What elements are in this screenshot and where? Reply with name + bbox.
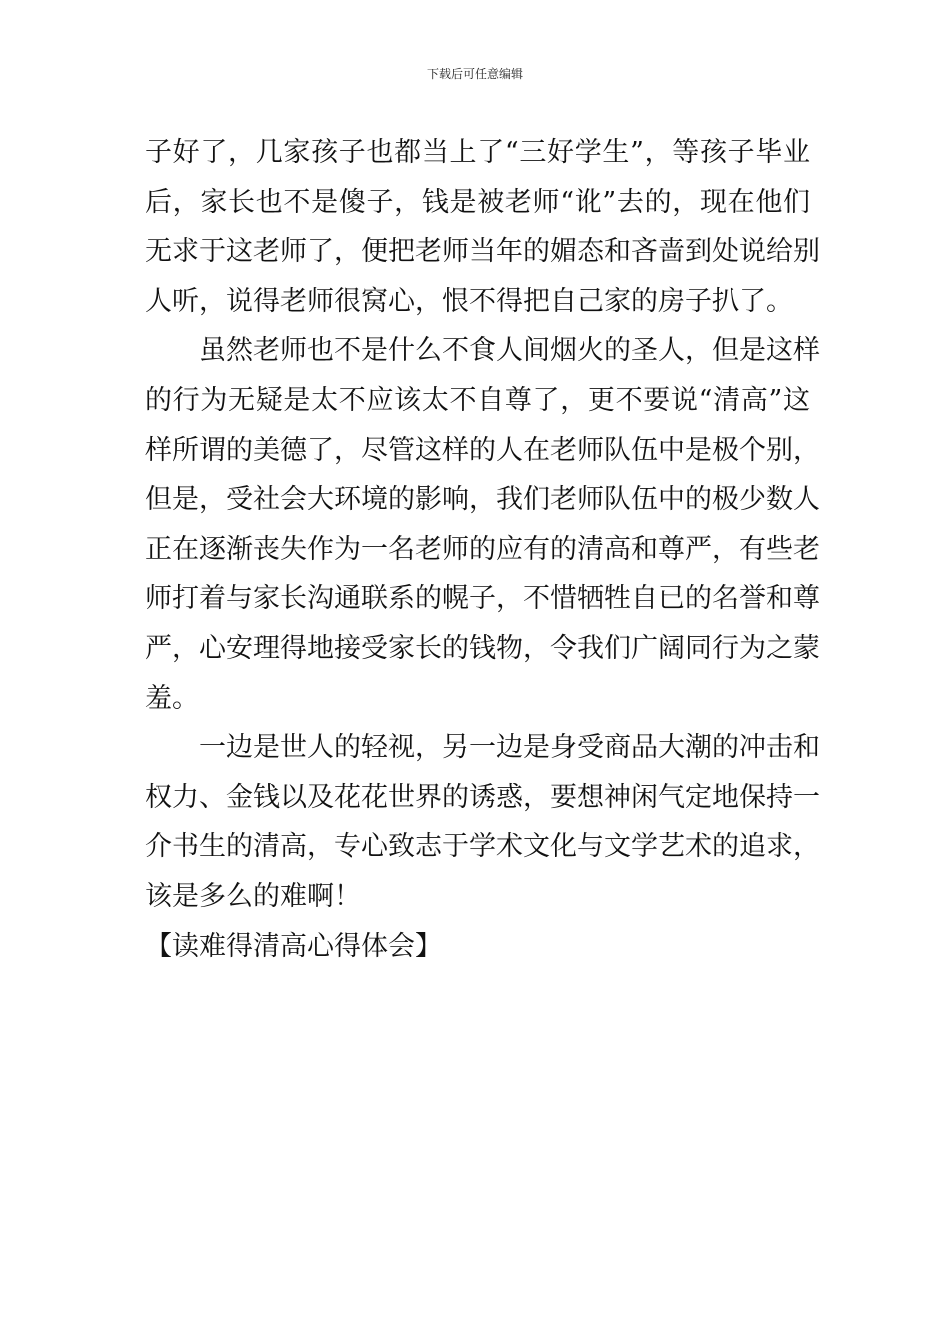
- page-header: 下载后可任意编辑: [426, 67, 523, 81]
- paragraph-2: [145, 326, 820, 723]
- text-line: 样所谓的美德了，尽管这样的人在老师队伍中是极个别，: [145, 434, 820, 466]
- paragraph-1: [145, 128, 820, 326]
- text-line: 师打着与家长沟通联系的幌子，不惜牺牲自已的名誉和尊: [145, 583, 820, 615]
- text-line: 虽然老师也不是什么不食人间烟火的圣人，但是这样: [199, 335, 820, 367]
- text-line: 羞。: [145, 682, 199, 714]
- text-line: 的行为无疑是太不应该太不自尊了，更不要说“清高”这: [145, 384, 810, 416]
- text-line: 无求于这老师了，便把老师当年的媚态和吝啬到处说给别: [145, 236, 820, 268]
- text-line: 人听，说得老师很窝心，恨不得把自己家的房子扒了。: [145, 285, 793, 317]
- text-line: 后，家长也不是傻子，钱是被老师“讹”去的，现在他们: [145, 186, 810, 218]
- section-title: [145, 922, 810, 972]
- text-line: 该是多么的难啊！: [145, 880, 361, 912]
- text-line: 但是，受社会大环境的影响，我们老师队伍中的极少数人: [145, 484, 820, 516]
- paragraph-3: [145, 723, 820, 921]
- text-line: 一边是世人的轻视，另一边是身受商品大潮的冲击和: [199, 732, 820, 764]
- text-line: 介书生的清高，专心致志于学术文化与文学艺术的追求，: [145, 831, 820, 863]
- text-line: 正在逐渐丧失作为一名老师的应有的清高和尊严，有些老: [145, 533, 820, 565]
- document-body: [145, 128, 820, 971]
- text-line: 子好了，几家孩子也都当上了“三好学生”，等孩子毕业: [145, 137, 810, 168]
- text-line: 【读难得清高心得体会】: [145, 930, 442, 962]
- text-line: 权力、金钱以及花花世界的诱惑，要想神闲气定地保持一: [145, 781, 820, 813]
- text-line: 严，心安理得地接受家长的钱物，令我们广阔同行为之蒙: [145, 632, 820, 664]
